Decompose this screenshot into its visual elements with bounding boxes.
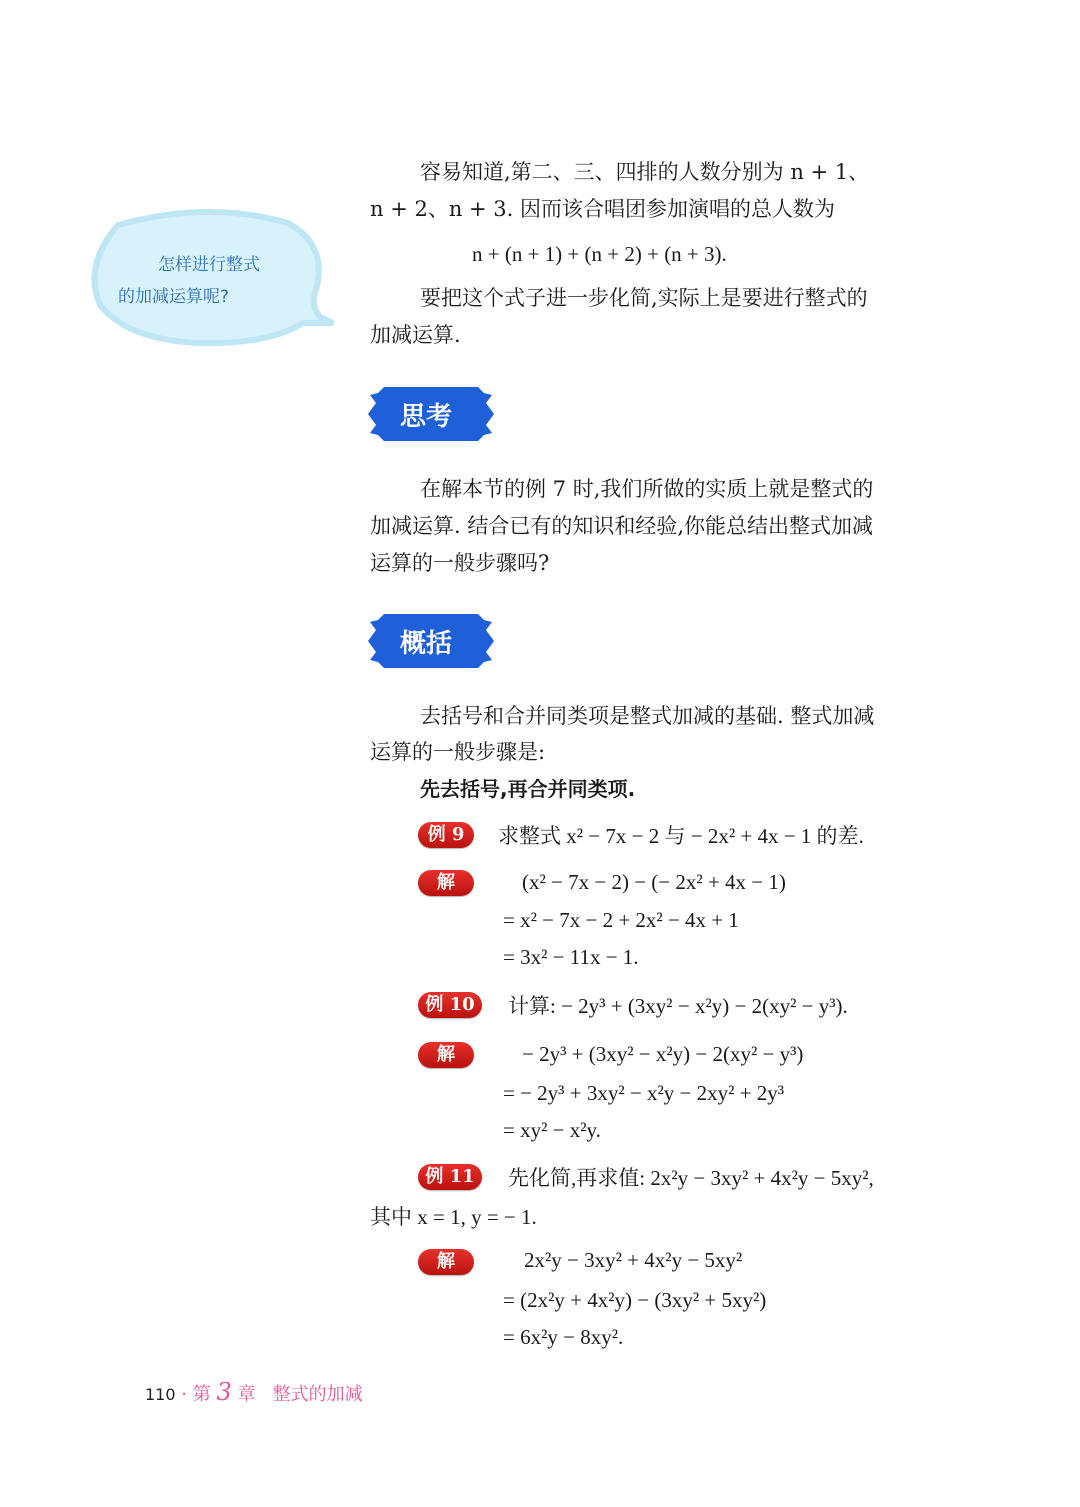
example9-solution-label: 解 <box>418 870 474 896</box>
example11-problem-line1: 先化简,再求值: 2x²y − 3xy² + 4x²y − 5xy², <box>508 1166 874 1190</box>
example9-step3: = 3x² − 11x − 1. <box>503 945 639 969</box>
summary-rule: 先去括号,再合并同类项. <box>420 777 636 801</box>
think-line1: 在解本节的例 7 时,我们所做的实质上就是整式的 <box>420 477 874 501</box>
example10-solution-label: 解 <box>418 1042 474 1068</box>
chapter-number: 3 <box>216 1378 232 1406</box>
page-number: 110 <box>145 1385 176 1404</box>
example10-step3: = xy² − x²y. <box>503 1118 601 1142</box>
example10-step1: − 2y³ + (3xy² − x²y) − 2(xy² − y³) <box>522 1042 804 1066</box>
example11-step1: 2x²y − 3xy² + 4x²y − 5xy² <box>524 1248 743 1272</box>
example9-step1: (x² − 7x − 2) − (− 2x² + 4x − 1) <box>522 870 786 894</box>
summary-badge-label: 概括 <box>400 629 453 659</box>
example11-step3: = 6x²y − 8xy². <box>503 1325 624 1349</box>
intro-line3: 要把这个式子进一步化简,实际上是要进行整式的 <box>420 286 868 310</box>
bubble-text-line1: 怎样进行整式 <box>158 255 260 275</box>
chapter-prefix: 第 <box>192 1384 211 1405</box>
chapter-title: 整式的加减 <box>272 1384 363 1405</box>
example10-problem: 计算: − 2y³ + (3xy² − x²y) − 2(xy² − y³). <box>508 994 848 1018</box>
example10-step2: = − 2y³ + 3xy² − x²y − 2xy² + 2y³ <box>503 1081 785 1105</box>
example9-problem: 求整式 x² − 7x − 2 与 − 2x² + 4x − 1 的差. <box>498 824 864 848</box>
example11-step2: = (2x²y + 4x²y) − (3xy² + 5xy²) <box>503 1288 767 1312</box>
example9-step2: = x² − 7x − 2 + 2x² − 4x + 1 <box>503 908 739 932</box>
example11-solution-label: 解 <box>418 1249 474 1275</box>
example11-problem-line2: 其中 x = 1, y = − 1. <box>370 1205 537 1229</box>
summary-line1: 去括号和合并同类项是整式加减的基础. 整式加减 <box>420 704 875 728</box>
intro-line4: 加减运算. <box>370 323 461 347</box>
bubble-text-line2: 的加减运算呢? <box>118 287 230 307</box>
summary-line2: 运算的一般步骤是: <box>370 740 546 764</box>
example11-label: 例 11 <box>418 1164 482 1190</box>
intro-formula: n + (n + 1) + (n + 2) + (n + 3). <box>472 242 727 266</box>
think-badge-label: 思考 <box>400 402 453 432</box>
think-line2: 加减运算. 结合已有的知识和经验,你能总结出整式加减 <box>370 514 874 538</box>
page-footer <box>145 1378 363 1406</box>
example10-label: 例 10 <box>418 992 482 1018</box>
chapter-suffix: 章 <box>237 1384 256 1405</box>
intro-line1: 容易知道,第二、三、四排的人数分别为 n + 1、 <box>420 160 870 184</box>
think-line3: 运算的一般步骤吗? <box>370 551 550 575</box>
intro-line2: n + 2、n + 3. 因而该合唱团参加演唱的总人数为 <box>370 197 836 221</box>
footer-dot: · <box>181 1384 188 1405</box>
example9-label: 例 9 <box>418 822 474 848</box>
thought-bubble <box>88 205 338 355</box>
